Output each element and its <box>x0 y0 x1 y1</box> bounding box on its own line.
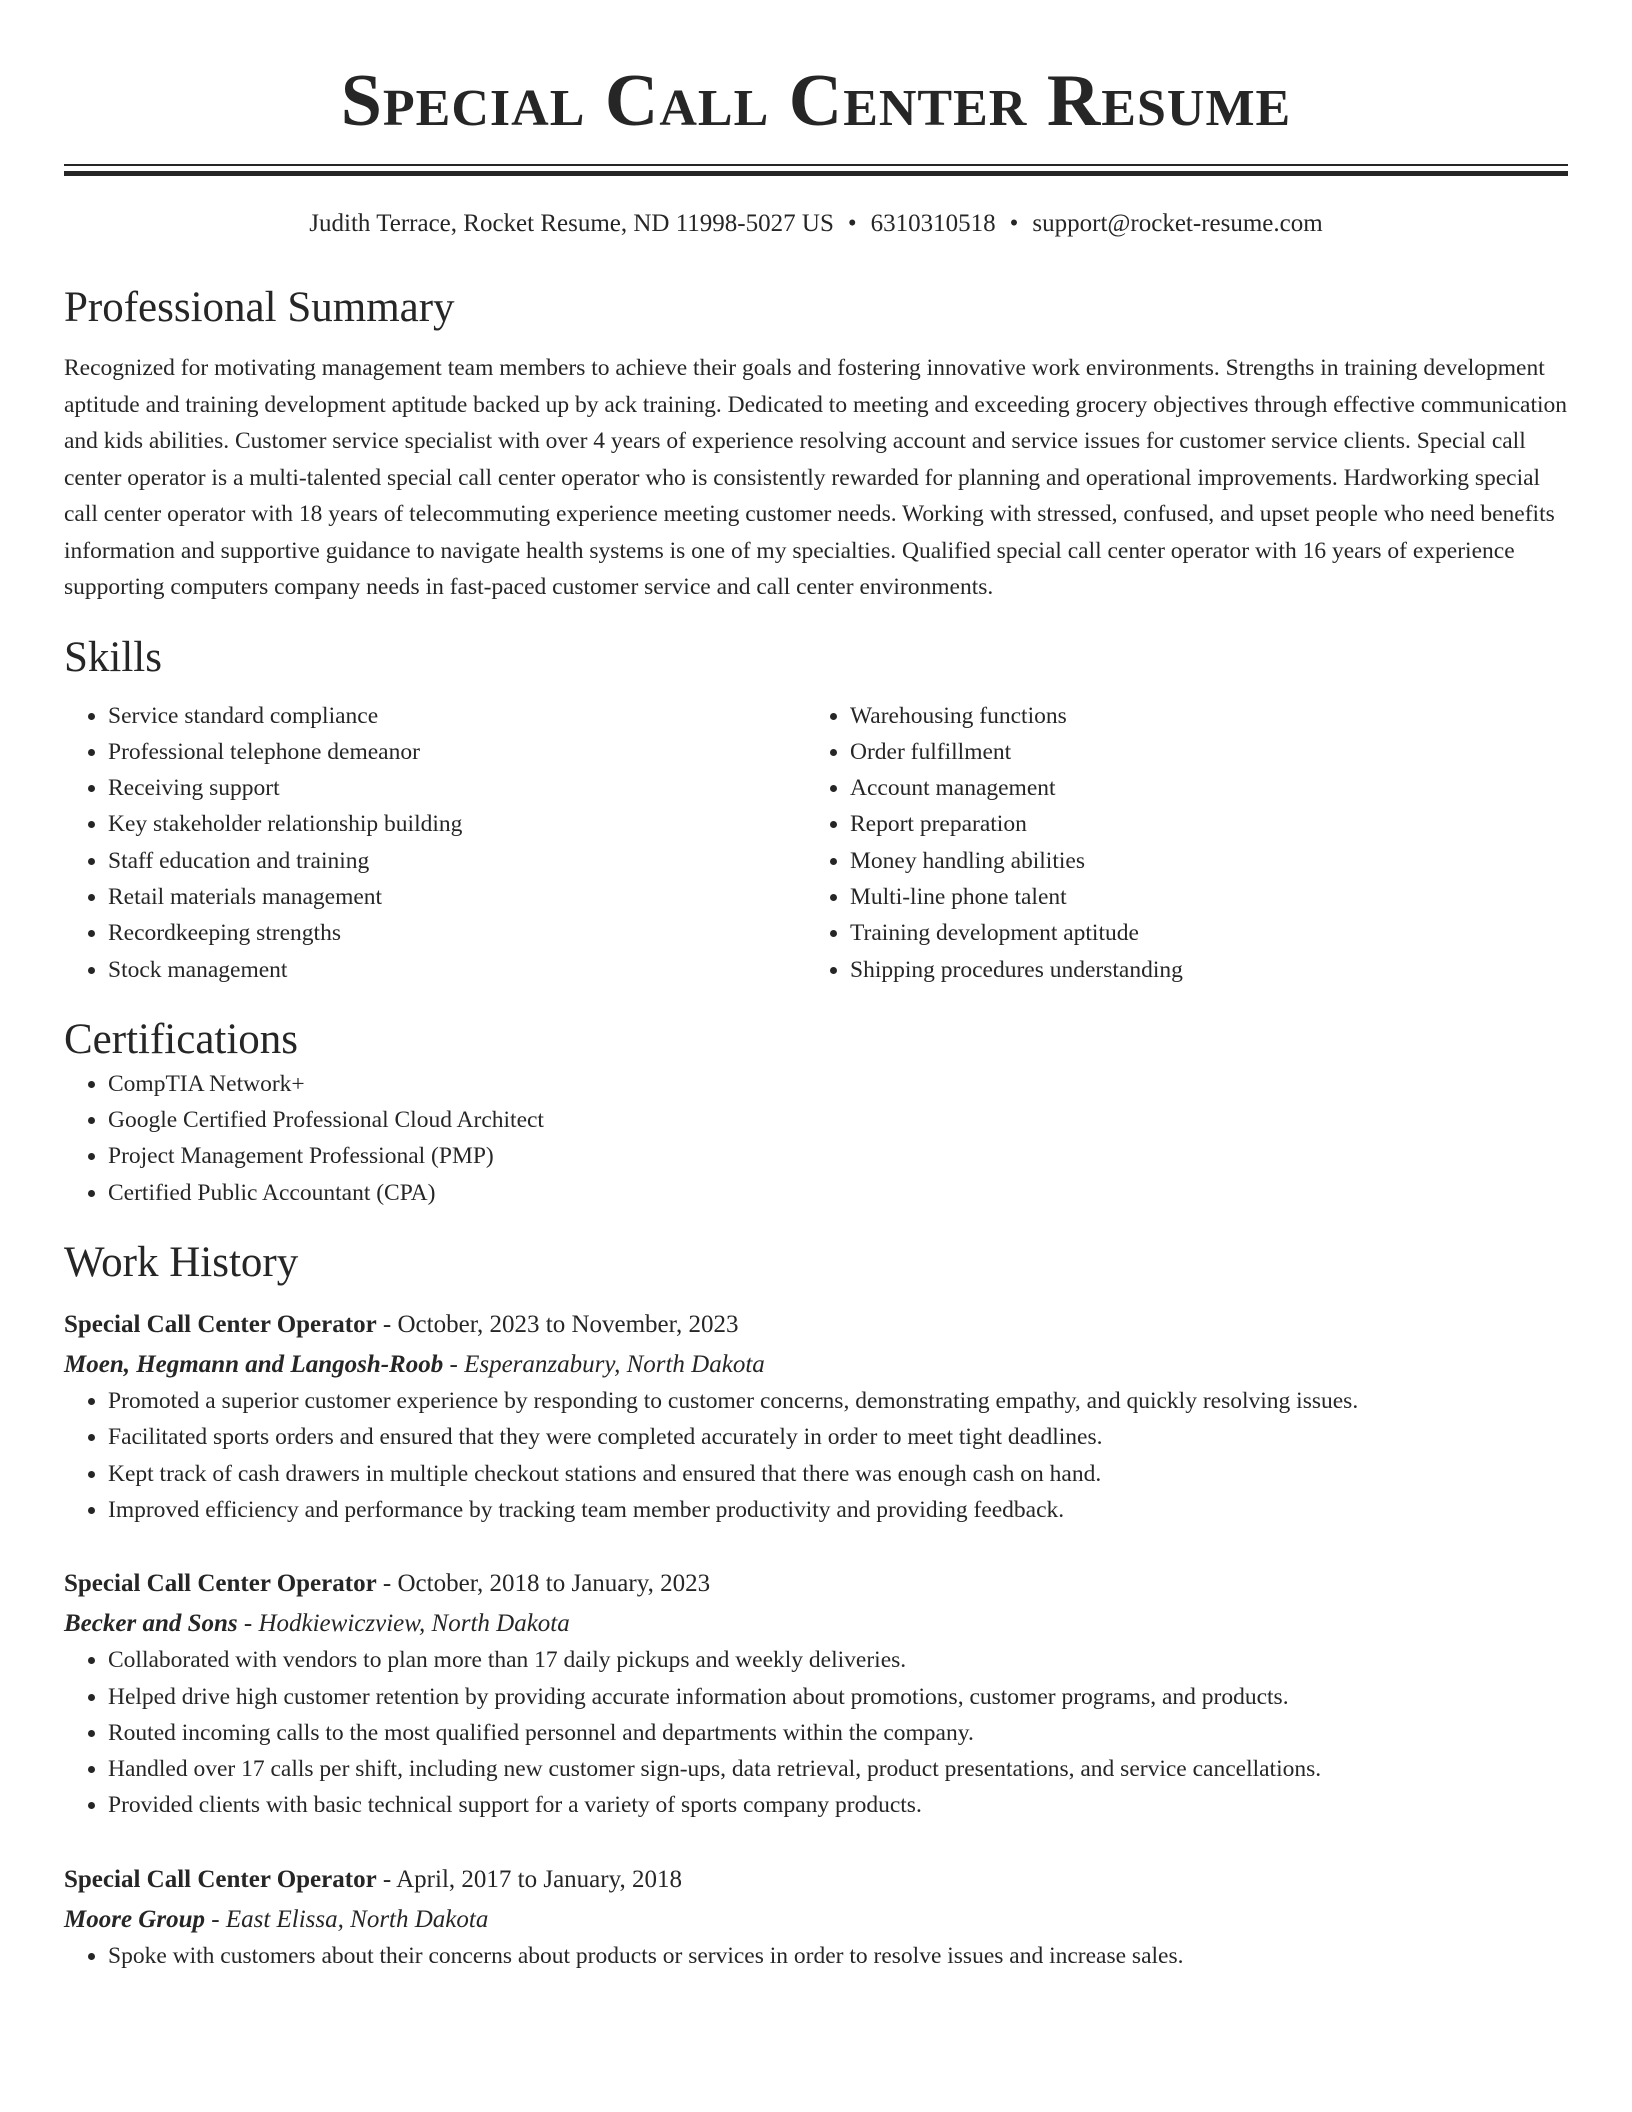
job-bullets <box>64 1642 1568 1823</box>
skill-item: • Recordkeeping strengths <box>108 915 806 951</box>
job-dates: - October, 2023 to November, 2023 <box>376 1311 739 1339</box>
title-divider-thin <box>64 164 1568 166</box>
resume-title: Special Call Center Resume <box>340 60 1292 142</box>
certification-item: • Google Certified Professional Cloud Architect <box>108 1102 1568 1138</box>
skill-item: • Account management <box>850 770 1548 806</box>
skill-item: • Staff education and training <box>108 843 806 879</box>
job-company-line <box>64 1902 1568 1938</box>
job-bullet: • Routed incoming calls to the most qualified personnel and departments within the company. <box>108 1715 1568 1751</box>
job-title: Special Call Center Operator <box>64 1865 377 1893</box>
job-header <box>64 1307 1568 1343</box>
job-entry <box>64 1307 1568 1528</box>
skill-item: • Warehousing functions <box>850 698 1548 734</box>
job-bullets <box>64 1383 1568 1528</box>
skills-left-list <box>64 698 806 988</box>
job-bullet: • Spoke with customers about their concerns about products or services in order to resolve issues and increase sales. <box>108 1938 1568 1974</box>
skill-item: • Shipping procedures understanding <box>850 952 1548 988</box>
job-company: Moen, Hegmann and Langosh-Roob <box>64 1351 444 1379</box>
certification-item: • CompTIA Network+ <box>108 1066 1568 1102</box>
skill-item: • Report preparation <box>850 806 1548 842</box>
skill-item: • Professional telephone demeanor <box>108 734 806 770</box>
job-bullet: • Helped drive high customer retention by providing accurate information about promotions, customer programs, and products. <box>108 1679 1568 1715</box>
job-header <box>64 1862 1568 1898</box>
job-bullet: • Provided clients with basic technical support for a variety of sports company products. <box>108 1787 1568 1823</box>
certifications-list <box>64 1066 1568 1211</box>
job-company: Becker and Sons <box>64 1610 238 1638</box>
skill-item: • Retail materials management <box>108 879 806 915</box>
work-history-heading: Work History <box>64 1239 299 1287</box>
job-title: Special Call Center Operator <box>64 1311 377 1339</box>
skill-item: • Stock management <box>108 952 806 988</box>
summary-text: Recognized for motivating management team members to achieve their goals and fostering innovative work environments. Strengths in training development aptitude and training development aptitude backed up by ack training. Dedicated to meeting and exceeding grocery objectives through effective communication and kids abilities. Customer service specialist with over 4 years of experience resolving account and service issues for customer service clients. Special call center operator is a multi-talented special call center operator who is consistently rewarded for planning and operational improvements. Hardworking special call center operator with 18 years of telecommuting experience meeting customer needs. Working with stressed, confused, and upset people who need benefits information and supportive guidance to navigate health systems is one of my specialties. Qualified special call center operator with 16 years of experience supporting computers company needs in fast-paced customer service and call center environments. <box>64 355 1568 600</box>
skill-item: • Receiving support <box>108 770 806 806</box>
job-company: Moore Group <box>64 1905 205 1933</box>
skills-columns <box>64 698 1568 988</box>
certifications-heading: Certifications <box>64 1015 299 1063</box>
contact-email: support@rocket-resume.com <box>1032 210 1323 237</box>
job-dates: - October, 2018 to January, 2023 <box>376 1570 711 1598</box>
skills-heading: Skills <box>64 633 162 681</box>
contact-separator: • <box>847 210 857 237</box>
contact-line <box>64 208 1568 240</box>
skill-item: • Order fulfillment <box>850 734 1548 770</box>
job-company-line <box>64 1606 1568 1642</box>
job-dates: - April, 2017 to January, 2018 <box>376 1865 682 1893</box>
summary-heading: Professional Summary <box>64 284 455 331</box>
job-header <box>64 1566 1568 1602</box>
job-title: Special Call Center Operator <box>64 1570 377 1598</box>
job-entry <box>64 1862 1568 1974</box>
contact-phone: 6310310518 <box>870 210 996 237</box>
job-bullet: • Promoted a superior customer experience by responding to customer concerns, demonstrating empathy, and quickly resolving issues. <box>108 1383 1568 1419</box>
job-bullets <box>64 1938 1568 1974</box>
skills-right-list <box>806 698 1548 988</box>
job-bullet: • Improved efficiency and performance by tracking team member productivity and providing feedback. <box>108 1492 1568 1528</box>
job-bullet: • Handled over 17 calls per shift, including new customer sign-ups, data retrieval, product presentations, and service cancellations. <box>108 1751 1568 1787</box>
skill-item: • Money handling abilities <box>850 843 1548 879</box>
job-bullet: • Kept track of cash drawers in multiple checkout stations and ensured that there was enough cash on hand. <box>108 1456 1568 1492</box>
skill-item: • Training development aptitude <box>850 915 1548 951</box>
job-location: - Esperanzabury, North Dakota <box>443 1351 765 1379</box>
job-location: - East Elissa, North Dakota <box>205 1905 489 1933</box>
skill-item: • Key stakeholder relationship building <box>108 806 806 842</box>
contact-address: Judith Terrace, Rocket Resume, ND 11998-5027 US <box>309 210 834 237</box>
certification-item: • Certified Public Accountant (CPA) <box>108 1175 1568 1211</box>
title-divider-thick <box>64 171 1568 176</box>
job-location: - Hodkiewiczview, North Dakota <box>237 1610 570 1638</box>
job-company-line <box>64 1347 1568 1383</box>
job-bullet: • Facilitated sports orders and ensured that they were completed accurately in order to meet tight deadlines. <box>108 1419 1568 1455</box>
job-bullet: • Collaborated with vendors to plan more than 17 daily pickups and weekly deliveries. <box>108 1642 1568 1678</box>
skill-item: • Service standard compliance <box>108 698 806 734</box>
certification-item: • Project Management Professional (PMP) <box>108 1138 1568 1174</box>
resume-page <box>64 0 1568 1974</box>
skill-item: • Multi-line phone talent <box>850 879 1548 915</box>
job-entry <box>64 1566 1568 1823</box>
contact-separator: • <box>1009 210 1019 237</box>
